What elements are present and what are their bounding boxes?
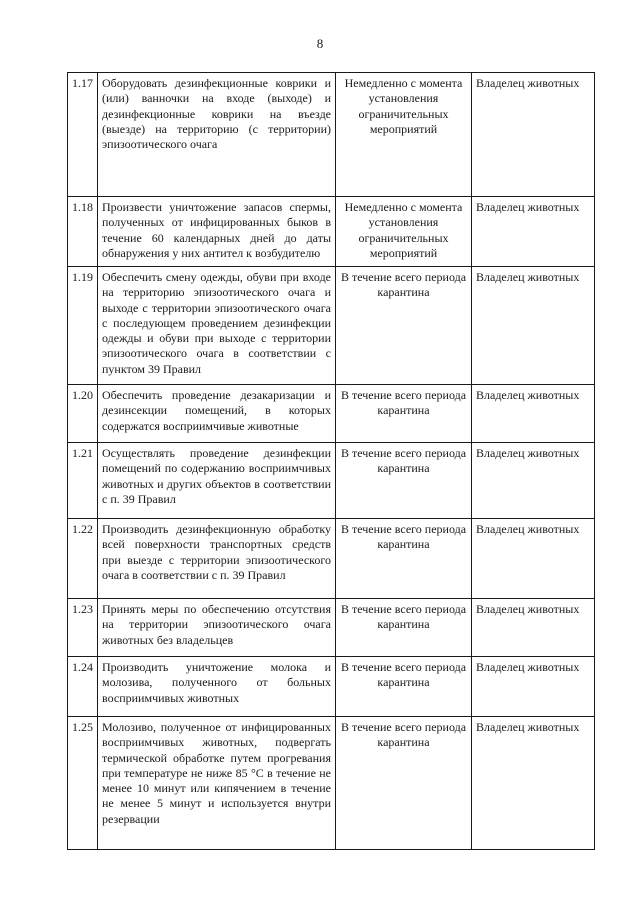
table-row [68, 657, 595, 717]
row-responsible: Владелец животных [472, 267, 595, 385]
row-term: В течение всего периода карантина [336, 519, 472, 599]
row-term: В течение всего периода карантина [336, 385, 472, 443]
row-responsible: Владелец животных [472, 717, 595, 850]
row-action-text: Оборудовать дезинфекционные коврики и (или) ванночки на входе (выходе) и дезинфекционные коврики на въезде (выезде) на территорию (с территории) эпизоотического очага [98, 73, 336, 197]
row-responsible: Владелец животных [472, 519, 595, 599]
row-action-text: Производить уничтожение молока и молозива, полученного от больных восприимчивых животных [98, 657, 336, 717]
row-term: Немедленно с момента установления ограничительных мероприятий [336, 73, 472, 197]
row-action-text: Производить дезинфекционную обработку всей поверхности транспортных средств при выезде с территории эпизоотического очага в соответствии с п. 39 Правил [98, 519, 336, 599]
row-number: 1.21 [68, 443, 98, 519]
row-number: 1.18 [68, 197, 98, 267]
measures-table [67, 72, 595, 850]
row-term: В течение всего периода карантина [336, 599, 472, 657]
row-number: 1.23 [68, 599, 98, 657]
row-number: 1.22 [68, 519, 98, 599]
row-term: В течение всего периода карантина [336, 717, 472, 850]
table-row [68, 73, 595, 197]
row-number: 1.24 [68, 657, 98, 717]
page-number: 8 [316, 36, 324, 51]
row-action-text: Принять меры по обеспечению отсутствия на территории эпизоотического очага животных без владельцев [98, 599, 336, 657]
table-row [68, 443, 595, 519]
row-number: 1.19 [68, 267, 98, 385]
row-responsible: Владелец животных [472, 599, 595, 657]
row-term: В течение всего периода карантина [336, 267, 472, 385]
row-responsible: Владелец животных [472, 443, 595, 519]
measures-table-body [68, 73, 595, 850]
table-row [68, 267, 595, 385]
row-term: В течение всего периода карантина [336, 657, 472, 717]
table-row [68, 197, 595, 267]
row-term: Немедленно с момента установления ограничительных мероприятий [336, 197, 472, 267]
row-action-text: Обеспечить проведение дезакаризации и дезинсекции помещений, в которых содержатся восприимчивые животные [98, 385, 336, 443]
row-responsible: Владелец животных [472, 73, 595, 197]
row-responsible: Владелец животных [472, 197, 595, 267]
row-number: 1.25 [68, 717, 98, 850]
table-row [68, 519, 595, 599]
table-row [68, 385, 595, 443]
row-term: В течение всего периода карантина [336, 443, 472, 519]
row-responsible: Владелец животных [472, 657, 595, 717]
table-row [68, 717, 595, 850]
row-action-text: Обеспечить смену одежды, обуви при входе на территорию эпизоотического очага и выходе с территории эпизоотического очага с последующем проведением дезинфекции одежды и обуви при выходе с территории эпизоотического очага в соответствии с пунктом 39 Правил [98, 267, 336, 385]
row-action-text: Произвести уничтожение запасов спермы, полученных от инфицированных быков в течение 60 календарных дней до даты обнаружения у них антител к возбудителю [98, 197, 336, 267]
row-action-text: Молозиво, полученное от инфицированных восприимчивых животных, подвергать термической обработке путем прогревания при температуре не ниже 85 °C в течение не менее 10 минут или кипячением в течение не менее 5 минут и используется внутри резервации [98, 717, 336, 850]
row-responsible: Владелец животных [472, 385, 595, 443]
table-row [68, 599, 595, 657]
row-number: 1.20 [68, 385, 98, 443]
row-number: 1.17 [68, 73, 98, 197]
row-action-text: Осуществлять проведение дезинфекции помещений по содержанию восприимчивых животных и других объектов в соответствии с п. 39 Правил [98, 443, 336, 519]
